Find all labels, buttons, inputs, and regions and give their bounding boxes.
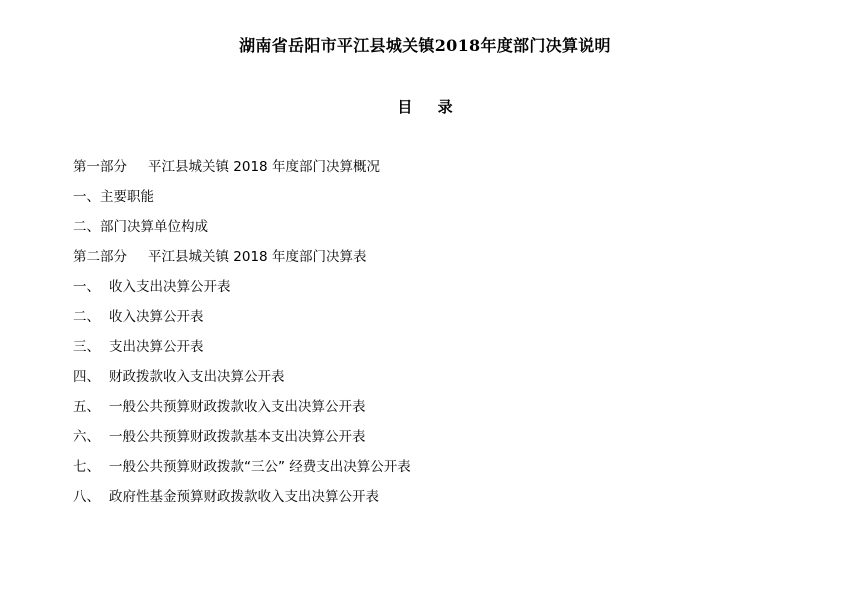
- toc-item-text: 收入决算公开表: [109, 309, 204, 325]
- toc-item-number: 四、: [73, 369, 100, 385]
- toc-item-part-2: [73, 246, 411, 276]
- toc-item: [73, 186, 411, 216]
- toc-item-part-1: [73, 156, 411, 186]
- toc-item-text: 一般公共预算财政拨款“三公” 经费支出决算公开表: [109, 459, 411, 475]
- toc-heading: 目 录: [397, 98, 463, 116]
- toc-item-text: 一般公共预算财政拨款收入支出决算公开表: [109, 399, 366, 415]
- toc-item-text: 主要职能: [100, 189, 154, 205]
- toc-item: [73, 336, 411, 366]
- toc-item-number: 第一部分: [73, 159, 127, 175]
- toc-item-number: 二、: [73, 219, 100, 235]
- toc-item-number: 七、: [73, 459, 100, 475]
- toc-item: [73, 366, 411, 396]
- toc-item-number: 五、: [73, 399, 100, 415]
- toc-item: [73, 276, 411, 306]
- toc-item-text: 平江县城关镇 2018 年度部门决算概况: [148, 159, 380, 175]
- toc-item-text: 支出决算公开表: [109, 339, 204, 355]
- toc-item-number: 八、: [73, 489, 100, 505]
- toc-item-number: 六、: [73, 429, 100, 445]
- toc-item-number: 一、: [73, 279, 100, 295]
- document-title: 湖南省岳阳市平江县城关镇2018年度部门决算说明: [239, 36, 611, 55]
- toc-item-text: 平江县城关镇 2018 年度部门决算表: [148, 249, 367, 265]
- toc-item-text: 财政拨款收入支出决算公开表: [109, 369, 285, 385]
- toc-item-text: 收入支出决算公开表: [109, 279, 231, 295]
- toc-item: [73, 306, 411, 336]
- toc-item-number: 二、: [73, 309, 100, 325]
- toc-item-text: 一般公共预算财政拨款基本支出决算公开表: [109, 429, 366, 445]
- toc-item-number: 第二部分: [73, 249, 127, 265]
- toc-item: [73, 216, 411, 246]
- toc-item: [73, 396, 411, 426]
- toc-item-number: 三、: [73, 339, 100, 355]
- toc-item: [73, 426, 411, 456]
- table-of-contents: [73, 156, 411, 516]
- toc-item: [73, 456, 411, 486]
- toc-item-text: 部门决算单位构成: [100, 219, 208, 235]
- toc-item: [73, 486, 411, 516]
- toc-item-text: 政府性基金预算财政拨款收入支出决算公开表: [109, 489, 379, 505]
- toc-item-number: 一、: [73, 189, 100, 205]
